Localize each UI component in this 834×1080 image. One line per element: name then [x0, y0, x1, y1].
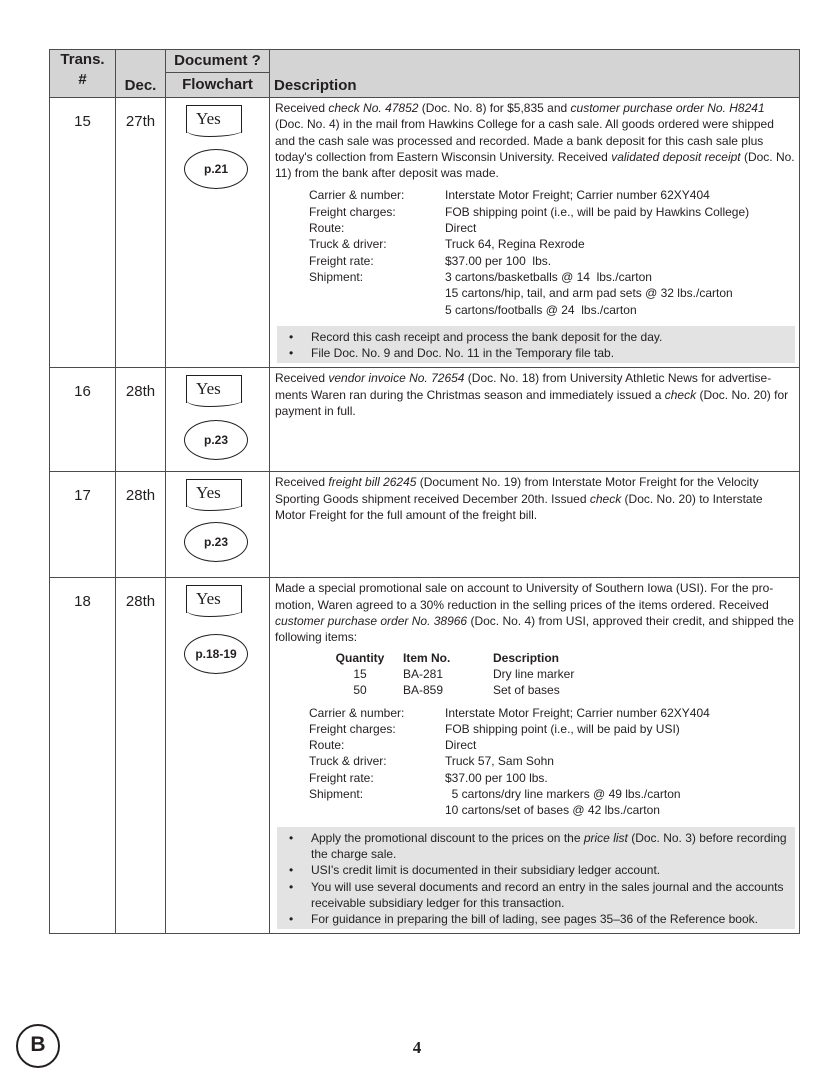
text-run: (Doc. No. 3) before recording the charge sale. [311, 830, 787, 861]
items-row [317, 666, 643, 682]
field-value: Interstate Motor Freight; Carrier number 62XY404 [445, 705, 710, 720]
page-number: 4 [412, 1038, 422, 1057]
trans-number: 18 [50, 578, 116, 934]
instructions-box [277, 326, 795, 364]
text-run: (Doc. No. 18) from University Athletic News for advertise-ments Waren ran during the Christmas season and immediately issued a [275, 371, 772, 402]
description-text [275, 474, 795, 523]
transactions-table [49, 49, 800, 934]
items-header-description: Description [493, 650, 560, 665]
item-number: BA-281 [403, 666, 444, 681]
field-label [309, 802, 445, 818]
field-label: Freight rate: [309, 770, 374, 785]
instructions-box [277, 827, 795, 930]
field-value: Truck 64, Regina Rexrode [445, 237, 585, 252]
field-label: Route: [309, 738, 345, 753]
header-trans-line1: Trans. [60, 51, 105, 68]
description-cell [270, 472, 800, 578]
text-run: For guidance in preparing the bill of lading, see pages 35–36 of the Reference book. [311, 912, 758, 927]
item-quantity: 15 [353, 666, 367, 681]
emphasized-text: customer purchase order No. 38966 [275, 614, 468, 629]
flowchart-cell [166, 472, 270, 578]
field-value: $37.00 per 100 lbs. [445, 253, 552, 268]
text-run: Apply the promotional discount to the prices on the [311, 830, 584, 845]
field-value: FOB shipping point (i.e., will be paid by Hawkins College) [445, 204, 750, 219]
field-label: Route: [309, 221, 345, 236]
emphasized-text: customer purchase order No. H8241 [570, 101, 765, 115]
trans-date: 28th [116, 472, 166, 578]
transaction-row [50, 368, 800, 472]
trans-date: 27th [116, 98, 166, 368]
instruction-item [289, 830, 787, 863]
description-cell [270, 578, 800, 934]
section-badge: B [16, 1024, 60, 1068]
emphasized-text: check [589, 491, 622, 506]
field-value: 15 cartons/hip, tail, and arm pad sets @ 32 lbs./carton [445, 286, 733, 301]
item-number: BA-859 [403, 683, 444, 698]
instruction-item [289, 862, 787, 878]
text-run: Received [275, 371, 329, 386]
description-cell [270, 368, 800, 472]
description-cell [270, 98, 800, 368]
instructions-list [289, 830, 787, 928]
text-run: (Doc. No. 8) for $5,835 and [418, 101, 571, 115]
items-table [317, 650, 643, 699]
items-header-quantity: Quantity [335, 650, 385, 665]
field-value: 5 cartons/dry line markers @ 49 lbs./carton [445, 787, 681, 802]
description-text [275, 580, 795, 645]
item-description: Set of bases [493, 683, 560, 698]
description-text [275, 370, 795, 419]
text-run: Record this cash receipt and process the bank deposit for the day. [311, 329, 663, 344]
trans-date: 28th [116, 368, 166, 472]
field-value: Interstate Motor Freight; Carrier number 62XY404 [445, 188, 710, 203]
emphasized-text: check No. 47852 [328, 101, 419, 115]
field-value: Truck 57, Sam Sohn [445, 754, 554, 769]
text-run: (Doc. No. 11) from the bank after deposit was made. [275, 149, 795, 181]
trans-number: 16 [50, 368, 116, 472]
field-label: Freight charges: [309, 204, 396, 219]
text-run: USI's credit limit is documented in their subsidiary ledger account. [311, 863, 661, 878]
header-trans [50, 50, 116, 98]
header-dec: Dec. [116, 50, 166, 98]
items-header-row [317, 650, 643, 666]
item-description: Dry line marker [493, 666, 575, 681]
text-run: (Doc. No. 20) to Interstate Motor Freight for the full amount of the freight bill. [275, 491, 763, 523]
field-value: 5 cartons/footballs @ 24 lbs./carton [445, 302, 637, 317]
field-label: Shipment: [309, 787, 364, 802]
field-label: Carrier & number: [309, 188, 405, 203]
header-document: Document ? [166, 50, 270, 73]
document-symbol: Yes [186, 375, 242, 403]
transaction-row [50, 472, 800, 578]
header-flowchart: Flowchart [166, 73, 270, 98]
shipping-details [309, 705, 795, 819]
trans-number: 17 [50, 472, 116, 578]
emphasized-text: check [664, 387, 697, 402]
field-value: Direct [445, 221, 477, 236]
items-header-item-no: Item No. [403, 650, 451, 665]
item-quantity: 50 [353, 683, 367, 698]
flowchart-cell [166, 368, 270, 472]
field-value: FOB shipping point (i.e., will be paid by USI) [445, 721, 680, 736]
page-reference-oval: p.18-19 [184, 634, 248, 674]
text-run: Made a special promotional sale on account to University of Southern Iowa (USI). For the pro-motion, Waren agreed to a 30% reduction in the selling prices of the items ordered. Received [275, 581, 774, 612]
text-run: File Doc. No. 9 and Doc. No. 11 in the Temporary file tab. [311, 346, 615, 361]
text-run: (Doc. No. 4) in the mail from Hawkins College for a cash sale. All goods ordered were shipped and the cash sale was processed and recorded. Made a bank deposit for this cash sale plus today's collection from Eastern Wisconsin University. Received [275, 117, 774, 164]
emphasized-text: price list [583, 830, 628, 845]
text-run: (Document No. 19) from Interstate Motor Freight for the Velocity Sporting Goods shipment received December 20th. Issued [275, 475, 759, 506]
trans-date: 28th [116, 578, 166, 934]
page-reference-oval: p.23 [184, 420, 248, 460]
document-symbol: Yes [186, 585, 242, 613]
text-run: You will use several documents and record an entry in the sales journal and the accounts receivable subsidiary ledger for this transaction. [311, 879, 784, 910]
field-label: Freight charges: [309, 721, 396, 736]
page-reference-oval: p.23 [184, 522, 248, 562]
field-label [309, 302, 445, 318]
page-reference-oval: p.21 [184, 149, 248, 189]
header-trans-line2: # [78, 71, 87, 88]
emphasized-text: freight bill 26245 [328, 475, 417, 490]
transaction-row [50, 578, 800, 934]
description-text [275, 100, 795, 181]
field-label: Carrier & number: [309, 705, 405, 720]
text-run: Received [275, 475, 329, 490]
flowchart-cell [166, 578, 270, 934]
field-label [309, 285, 445, 301]
field-value: $37.00 per 100 lbs. [445, 770, 548, 785]
flowchart-cell [166, 98, 270, 368]
document-symbol: Yes [186, 105, 242, 133]
instruction-item [289, 879, 787, 912]
header-description: Description [270, 50, 800, 98]
field-label: Freight rate: [309, 253, 374, 268]
field-value: Direct [445, 738, 477, 753]
instruction-item [289, 911, 787, 927]
text-run: (Doc. No. 4) from USI, approved their credit, and shipped the following items: [275, 614, 794, 645]
items-row [317, 682, 643, 698]
trans-number: 15 [50, 98, 116, 368]
shipping-details [309, 187, 795, 317]
field-value: 3 cartons/basketballs @ 14 lbs./carton [445, 269, 652, 284]
text-run: (Doc. No. 20) for payment in full. [275, 387, 789, 419]
instruction-item [289, 345, 787, 361]
instruction-item [289, 329, 787, 345]
document-symbol: Yes [186, 479, 242, 507]
field-label: Truck & driver: [309, 237, 387, 252]
field-label: Truck & driver: [309, 754, 387, 769]
instructions-list [289, 329, 787, 362]
emphasized-text: validated deposit receipt [611, 149, 741, 164]
transaction-row [50, 98, 800, 368]
field-label: Shipment: [309, 269, 364, 284]
emphasized-text: vendor invoice No. 72654 [328, 371, 465, 386]
field-value: 10 cartons/set of bases @ 42 lbs./carton [445, 803, 660, 818]
text-run: Received [275, 101, 329, 115]
